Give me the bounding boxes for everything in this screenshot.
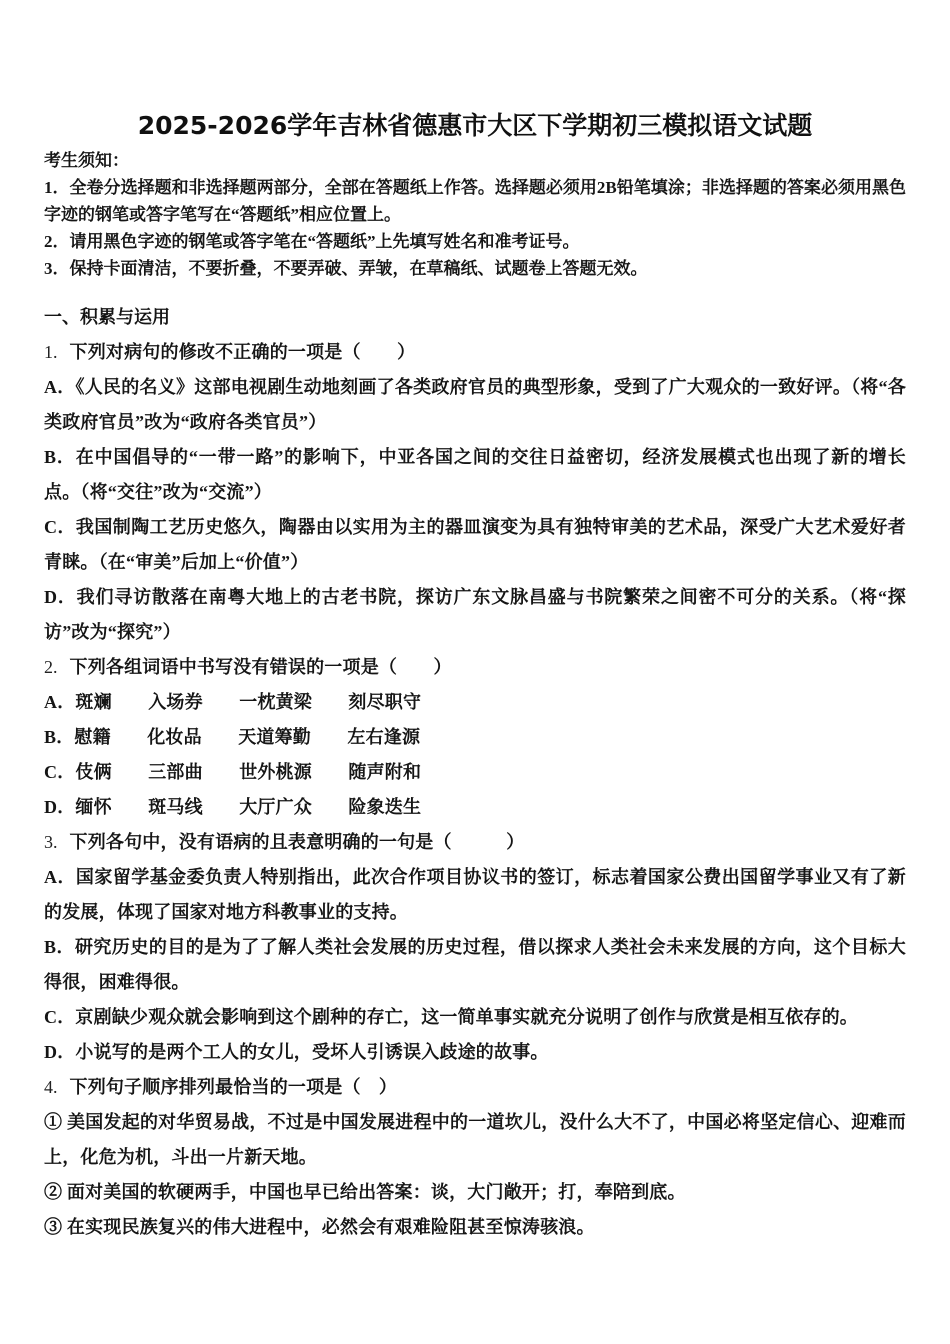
notice-section <box>44 147 906 282</box>
question-1-number: 1. <box>44 342 58 362</box>
question-1-option-d: D．我们寻访散落在南粤大地上的古老书院，探访广东文脉昌盛与书院繁荣之间密不可分的关系。（将“探访”改为“探究”） <box>44 587 906 642</box>
notice-item-3: 3．保持卡面清洁，不要折叠，不要弄破、弄皱，在草稿纸、试题卷上答题无效。 <box>44 259 648 278</box>
question-1-option-b: B．在中国倡导的“一带一路”的影响下，中亚各国之间的交往日益密切，经济发展模式也出现了新的增长点。（将“交往”改为“交流”） <box>44 447 906 502</box>
question-1 <box>44 335 906 650</box>
question-3 <box>44 825 906 1070</box>
question-2-stem-line <box>44 650 906 685</box>
section-heading: 一、积累与运用 <box>44 307 170 327</box>
question-3-option-d: D．小说写的是两个工人的女儿，受坏人引诱误入歧途的故事。 <box>44 1042 549 1062</box>
question-3-number: 3. <box>44 832 58 852</box>
question-2-option-d: D．缅怀 斑马线 大厅广众 险象迭生 <box>44 797 422 817</box>
question-2-number: 2. <box>44 657 58 677</box>
question-4-sentence-1: ① 美国发起的对华贸易战，不过是中国发展进程中的一道坎儿，没什么大不了，中国必将坚定信心、迎难而上，化危为机，斗出一片新天地。 <box>44 1112 906 1167</box>
question-4-number: 4. <box>44 1077 58 1097</box>
question-3-option-a: A．国家留学基金委负责人特别指出，此次合作项目协议书的签订，标志着国家公费出国留学事业又有了新的发展，体现了国家对地方科教事业的支持。 <box>44 867 906 922</box>
question-3-option-c: C．京剧缺少观众就会影响到这个剧种的存亡，这一简单事实就充分说明了创作与欣赏是相互依存的。 <box>44 1007 858 1027</box>
question-1-option-a: A．《人民的名义》这部电视剧生动地刻画了各类政府官员的典型形象，受到了广大观众的一致好评。（将“各类政府官员”改为“政府各类官员”） <box>44 377 906 432</box>
notice-item-2: 2．请用黑色字迹的钢笔或答字笔在“答题纸”上先填写姓名和准考证号。 <box>44 232 580 251</box>
question-1-stem: 下列对病句的修改不正确的一项是（ ） <box>69 342 416 362</box>
question-2 <box>44 650 906 825</box>
page-title: 2025-2026学年吉林省德惠市大区下学期初三模拟语文试题 <box>137 111 813 140</box>
notice-heading: 考生须知： <box>44 151 129 170</box>
question-2-stem: 下列各组词语中书写没有错误的一项是（ ） <box>69 657 452 677</box>
question-2-option-b: B．慰籍 化妆品 天道筹勤 左右逢源 <box>44 727 421 747</box>
question-3-option-b: B．研究历史的目的是为了了解人类社会发展的历史过程，借以探求人类社会未来发展的方向，这个目标大得很，困难得很。 <box>44 937 906 992</box>
question-4-stem-line <box>44 1070 906 1105</box>
question-section <box>44 300 906 1245</box>
question-1-option-c: C．我国制陶工艺历史悠久，陶器由以实用为主的器皿演变为具有独特审美的艺术品，深受广大艺术爱好者青睐。（在“审美”后加上“价值”） <box>44 517 906 572</box>
question-4-sentence-3: ③ 在实现民族复兴的伟大进程中，必然会有艰难险阻甚至惊涛骇浪。 <box>44 1217 595 1237</box>
question-1-stem-line <box>44 335 906 370</box>
notice-item-1: 1．全卷分选择题和非选择题两部分，全部在答题纸上作答。选择题必须用2B铅笔填涂；非选择题的答案必须用黑色字迹的钢笔或答字笔写在“答题纸”相应位置上。 <box>44 178 906 224</box>
question-3-stem: 下列各句中，没有语病的且表意明确的一句是（ ） <box>69 832 525 852</box>
question-2-option-c: C．伎俩 三部曲 世外桃源 随声附和 <box>44 762 422 782</box>
question-4 <box>44 1070 906 1245</box>
question-4-stem: 下列句子顺序排列最恰当的一项是（ ） <box>69 1077 398 1097</box>
question-3-stem-line <box>44 825 906 860</box>
question-4-sentence-2: ② 面对美国的软硬两手，中国也早已给出答案：谈，大门敞开；打，奉陪到底。 <box>44 1182 686 1202</box>
question-2-option-a: A．斑斓 入场券 一枕黄梁 刻尽职守 <box>44 692 422 712</box>
